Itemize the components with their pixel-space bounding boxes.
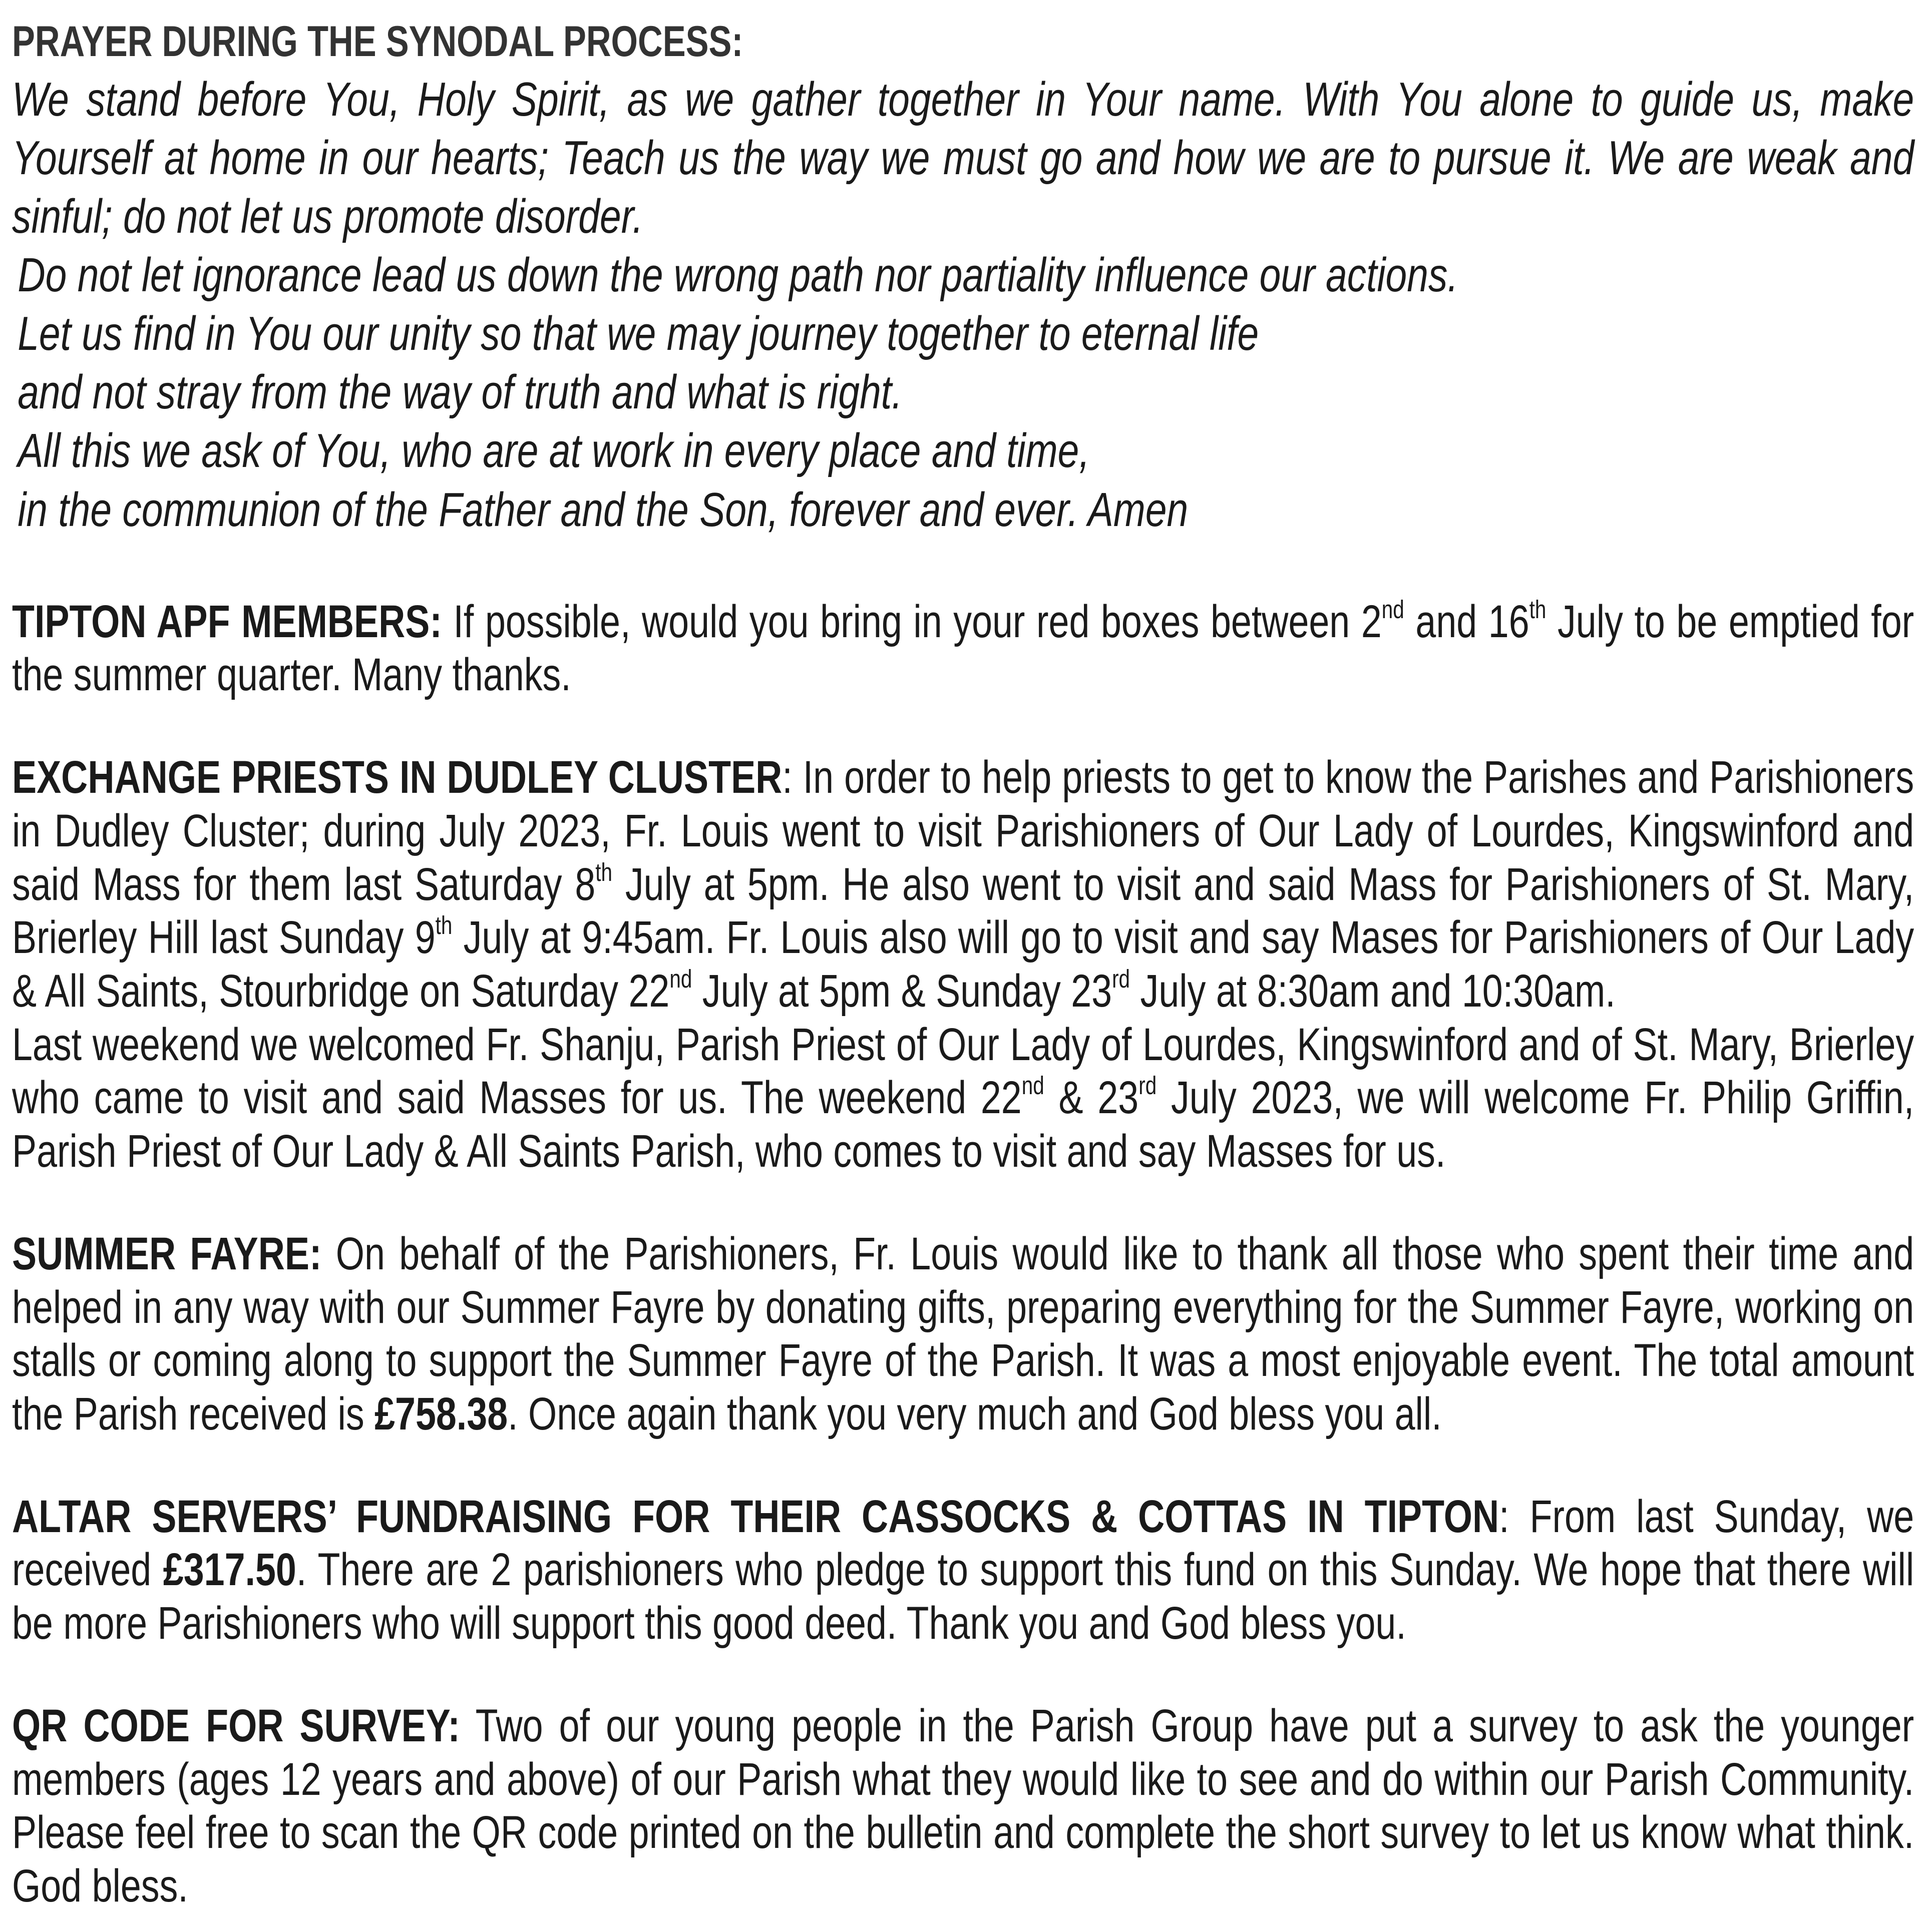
summer-fayre-label: SUMMER FAYRE:: [12, 1228, 322, 1279]
amount-received: £317.50: [163, 1544, 296, 1596]
tipton-apf-label: TIPTON APF MEMBERS:: [12, 596, 442, 647]
notice-text: July at 5pm. He also went to visit and said Mass for Parishioners of St. Mary, Brierley Hill last Sunday 9: [12, 858, 1914, 964]
notice-text: . There are 2 parishioners who pledge to support this fund on this Sunday. We hope that there will be more Parishioners who will support this good deed. Thank you and God bless you.: [12, 1544, 1914, 1649]
notice-text: July 2023, we will welcome Fr. Philip Griffin, Parish Priest of Our Lady & All Saints Parish, who comes to visit and say Masses for us.: [12, 1072, 1914, 1177]
exchange-priests-notice: [12, 751, 1914, 1018]
prayer-line: Do not let ignorance lead us down the wrong path nor partiality influence our actions.: [18, 248, 1458, 302]
section-gap: [12, 1178, 1914, 1227]
prayer-heading: PRAYER DURING THE SYNODAL PROCESS:: [12, 18, 743, 66]
ordinal-suffix: rd: [1138, 1071, 1157, 1100]
notice-text: & 23: [1044, 1072, 1139, 1124]
ordinal-suffix: th: [435, 911, 453, 940]
exchange-priests-label: EXCHANGE PRIESTS IN DUDLEY CLUSTER: [12, 752, 783, 803]
tipton-apf-notice: [12, 595, 1914, 702]
exchange-priests-followup: [12, 1018, 1914, 1178]
notice-text: July at 9:45am. Fr. Louis also will go to visit and say Mases for Parishioners of Our Lady & All Saints, Stourbridge on Saturday 22: [12, 912, 1914, 1017]
notice-text: On behalf of the Parishioners, Fr. Louis would like to thank all those who spent their time and helped in any way with our Summer Fayre by donating gifts, preparing everything for the Summer Fayre, working on stalls or coming along to support the Summer Fayre of the Parish. It was a most enjoyable event. The total amount the Parish received is: [12, 1228, 1914, 1440]
qr-survey-label: QR CODE FOR SURVEY:: [12, 1700, 460, 1751]
altar-servers-label: ALTAR SERVERS’ FUNDRAISING FOR THEIR CASSOCKS & COTTAS IN TIPTON: [12, 1491, 1499, 1542]
notice-text: Two of our young people in the Parish Group have put a survey to ask the younger members (ages 12 years and above) of our Parish what they would like to see and do within our Parish Community. Please feel free to scan the QR code printed on the bulletin and complete the short survey to let us know what think. God bless.: [12, 1700, 1914, 1912]
ordinal-suffix: th: [1529, 595, 1547, 624]
amount-raised: £758.38: [374, 1388, 508, 1440]
notice-text: July at 8:30am and 10:30am.: [1130, 965, 1616, 1017]
ordinal-suffix: rd: [1112, 965, 1130, 994]
section-gap: [12, 539, 1914, 595]
altar-servers-notice: [12, 1490, 1914, 1650]
notice-text: July at 5pm & Sunday 23: [692, 965, 1112, 1017]
notice-text: Last weekend we welcomed Fr. Shanju, Parish Priest of Our Lady of Lourdes, Kingswinford and of St. Mary, Brierley who came to visit and said Masses for us. The weekend 22: [12, 1019, 1914, 1124]
summer-fayre-notice: [12, 1227, 1914, 1441]
prayer-line: Let us find in You our unity so that we may journey together to eternal life: [18, 307, 1259, 361]
ordinal-suffix: nd: [669, 965, 692, 994]
ordinal-suffix: th: [595, 857, 613, 886]
ordinal-suffix: nd: [1381, 595, 1404, 624]
qr-survey-notice: [12, 1699, 1914, 1913]
notice-text: : In order to help priests to get to know the Parishes and Parishioners in Dudley Cluster; during July 2023, Fr. Louis went to visit Parishioners of Our Lady of Lourdes, Kingswinford and said Mass for them last Saturday 8: [12, 752, 1914, 910]
ordinal-suffix: nd: [1021, 1071, 1044, 1100]
notice-text: : From last Sunday, we received: [12, 1491, 1914, 1596]
notice-text: July to be emptied for the summer quarter. Many thanks.: [12, 596, 1914, 701]
prayer-line: in the communion of the Father and the Son, forever and ever. Amen: [18, 483, 1189, 537]
prayer-line: All this we ask of You, who are at work in every place and time,: [18, 424, 1090, 478]
notice-text: . Once again thank you very much and God bless you all.: [508, 1388, 1442, 1440]
section-gap: [12, 1650, 1914, 1699]
section-gap: [12, 1441, 1914, 1490]
bulletin-content: [12, 14, 1914, 1913]
notice-text: If possible, would you bring in your red boxes between 2: [442, 596, 1382, 647]
prayer-paragraph: We stand before You, Holy Spirit, as we gather together in Your name. With You alone to guide us, make Yourself at home in our hearts; Teach us the way we must go and how we are to pursue it. We are weak and sinful; do not let us promote disorder.: [12, 72, 1914, 244]
section-gap: [12, 702, 1914, 751]
prayer-line: and not stray from the way of truth and what is right.: [18, 365, 903, 419]
notice-text: and 16: [1404, 596, 1529, 647]
